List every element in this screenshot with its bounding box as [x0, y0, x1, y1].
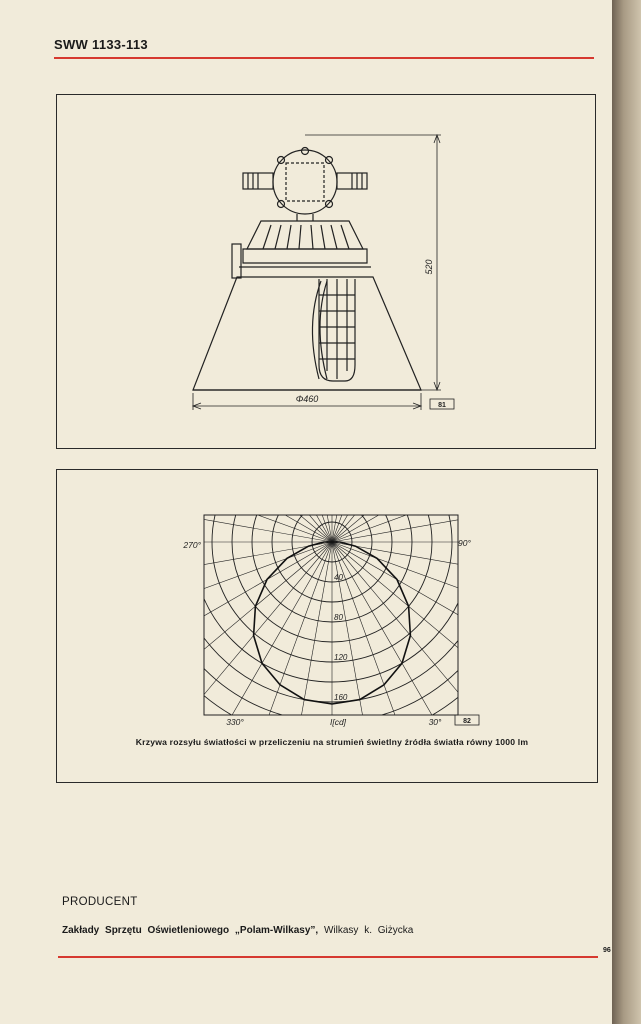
grid-radial-line	[332, 542, 597, 611]
grid-radial-line	[332, 470, 597, 542]
junction-box	[273, 150, 337, 214]
polar-intensity-chart	[57, 470, 597, 782]
grid-radial-line	[329, 542, 597, 742]
grid-radial-line	[57, 470, 332, 542]
luminaire-drawing-frame	[56, 94, 596, 449]
producer-name	[62, 925, 413, 936]
grid-circle	[57, 470, 597, 782]
page-number: 96	[603, 947, 611, 954]
radial-tick-label: 40	[334, 573, 343, 582]
angle-label-90: 90°	[458, 538, 471, 548]
document-code: SWW 1133-113	[54, 37, 148, 52]
polar-chart-frame	[56, 469, 598, 783]
radial-tick-label: 120	[334, 653, 348, 662]
grid-circle	[57, 470, 597, 782]
grid-radial-line	[332, 470, 597, 542]
producer-place: Wilkasy k. Giżycka	[323, 925, 414, 936]
angle-label-330: 330°	[226, 717, 244, 727]
grid-radial-line	[195, 470, 332, 542]
diameter-dimension: Φ460	[295, 394, 319, 404]
grid-radial-line	[332, 473, 597, 542]
angle-label-30: 30°	[428, 717, 442, 727]
grid-radial-line	[332, 470, 469, 542]
grid-radial-line	[57, 473, 332, 542]
intensity-unit-label: I[cd]	[329, 717, 347, 727]
producer-company: Zakłady Sprzętu Oświetleniowego „Polam-Wilkasy”,	[62, 925, 319, 936]
grid-circle	[57, 470, 597, 782]
header-rule	[54, 57, 594, 59]
footer-rule	[58, 956, 598, 958]
grid-radial-line	[57, 470, 332, 542]
chart-caption: Krzywa rozsyłu światłości w przeliczeniu na strumień świetlny źródła światła równy 1000 lm	[135, 737, 529, 747]
radial-tick-label: 80	[334, 613, 343, 622]
page-binding-edge	[612, 0, 641, 1024]
radial-tick-label: 160	[334, 693, 348, 702]
grid-radial-line	[57, 470, 332, 542]
grid-circle	[57, 470, 597, 782]
angle-label-270: 270°	[183, 540, 201, 550]
producer-label: PRODUCENT	[62, 896, 138, 908]
luminaire-drawing	[57, 95, 595, 448]
grid-radial-line	[332, 470, 597, 542]
drawing-ref-number: 81	[438, 402, 446, 409]
chart-ref-number: 82	[463, 718, 471, 725]
grid-radial-line	[57, 542, 332, 742]
height-dimension: 520	[424, 259, 434, 275]
